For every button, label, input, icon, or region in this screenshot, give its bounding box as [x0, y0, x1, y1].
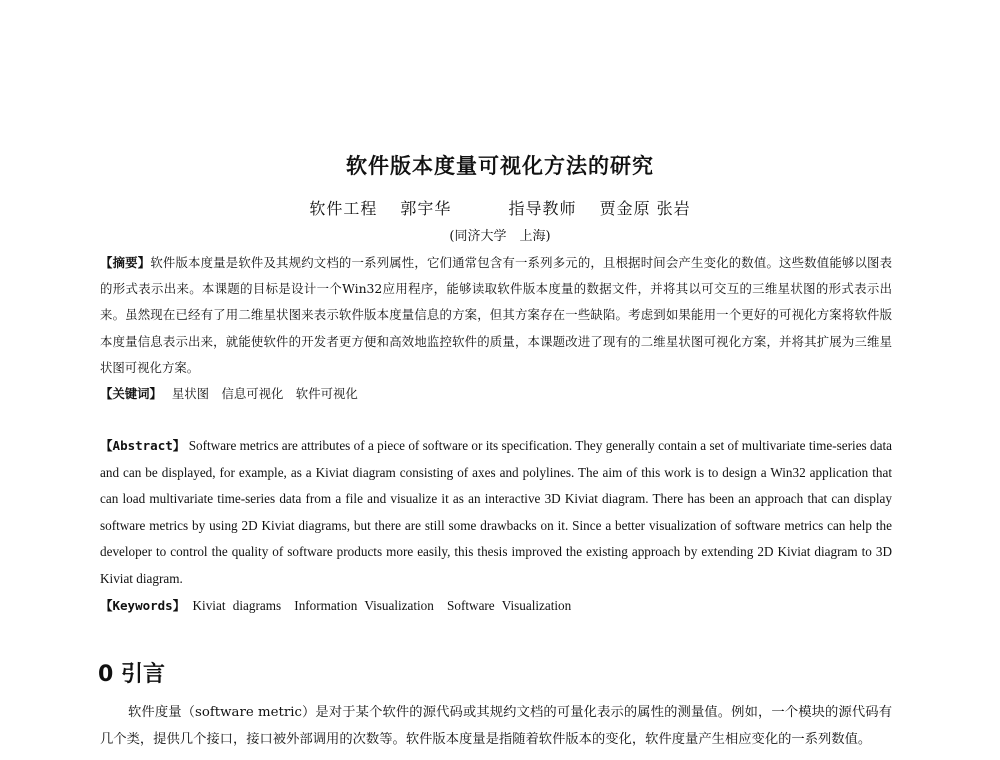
abstract-cn-label: 【摘要】 — [100, 255, 151, 270]
affiliation: (同济大学 上海) — [449, 229, 551, 244]
keywords-en-items: Kiviat diagrams Information Visualization Software Visualization — [192, 598, 572, 613]
abstract-en-label: 【Abstract】 — [100, 438, 186, 453]
keywords-en-label: 【Keywords】 — [100, 598, 186, 613]
section-heading: 0 引言 — [98, 662, 165, 687]
paper-title: 软件版本度量可视化方法的研究 — [346, 154, 654, 178]
abstract-cn — [100, 250, 892, 381]
authors-line: 软件工程 郭宇华 指导教师 贾金原 张岩 — [309, 199, 691, 218]
section-body-text: 软件度量（software metric）是对于某个软件的源代码或其规约文档的可量化表示的属性的测量值。例如，一个模块的源代码有几个类，提供几个接口，接口被外部调用的次数等。软件版本度量是指随着软件版本的变化，软件度量产生相应变化的一系列数值。 — [100, 705, 892, 747]
abstract-en — [100, 433, 892, 593]
keywords-cn-items: 星状图 信息可视化 软件可视化 — [171, 386, 358, 401]
abstract-en-text: Software metrics are attributes of a piece of software or its specification. They generally contain a set of multivariate time-series data and can be displayed, for example, as a Kiviat diagram consisting of axes and polylines. The aim of this work is to design a Win32 application that can load multivariate time-series data from a file and visualize it as an interactive 3D Kiviat diagram. There has been an approach that can display software metrics by using 2D Kiviat diagrams, but there are still some drawbacks on it. Since a better visualization of software metrics can help the developer to control the quality of software products more easily, this thesis improved the existing approach by extending 2D Kiviat diagram to 3D Kiviat diagram. — [100, 438, 892, 586]
keywords-en — [100, 593, 892, 619]
abstract-cn-text: 软件版本度量是软件及其规约文档的一系列属性，它们通常包含有一系列多元的，且根据时间会产生变化的数值。这些数值能够以图表的形式表示出来。本课题的目标是设计一个Win32应用程序，能够读取软件版本度量的数据文件，并将其以可交互的三维星状图的形式表示出来。虽然现在已经有了用二维星状图来表示软件版本度量信息的方案，但其方案存在一些缺陷。考虑到如果能用一个更好的可视化方案将软件版本度量信息表示出来，就能使软件的开发者更方便和高效地监控软件的质量，本课题改进了现有的二维星状图可视化方案，并将其扩展为三维星状图可视化方案。 — [100, 255, 893, 375]
keywords-cn-label: 【关键词】 — [100, 386, 162, 401]
keywords-cn — [100, 381, 892, 407]
